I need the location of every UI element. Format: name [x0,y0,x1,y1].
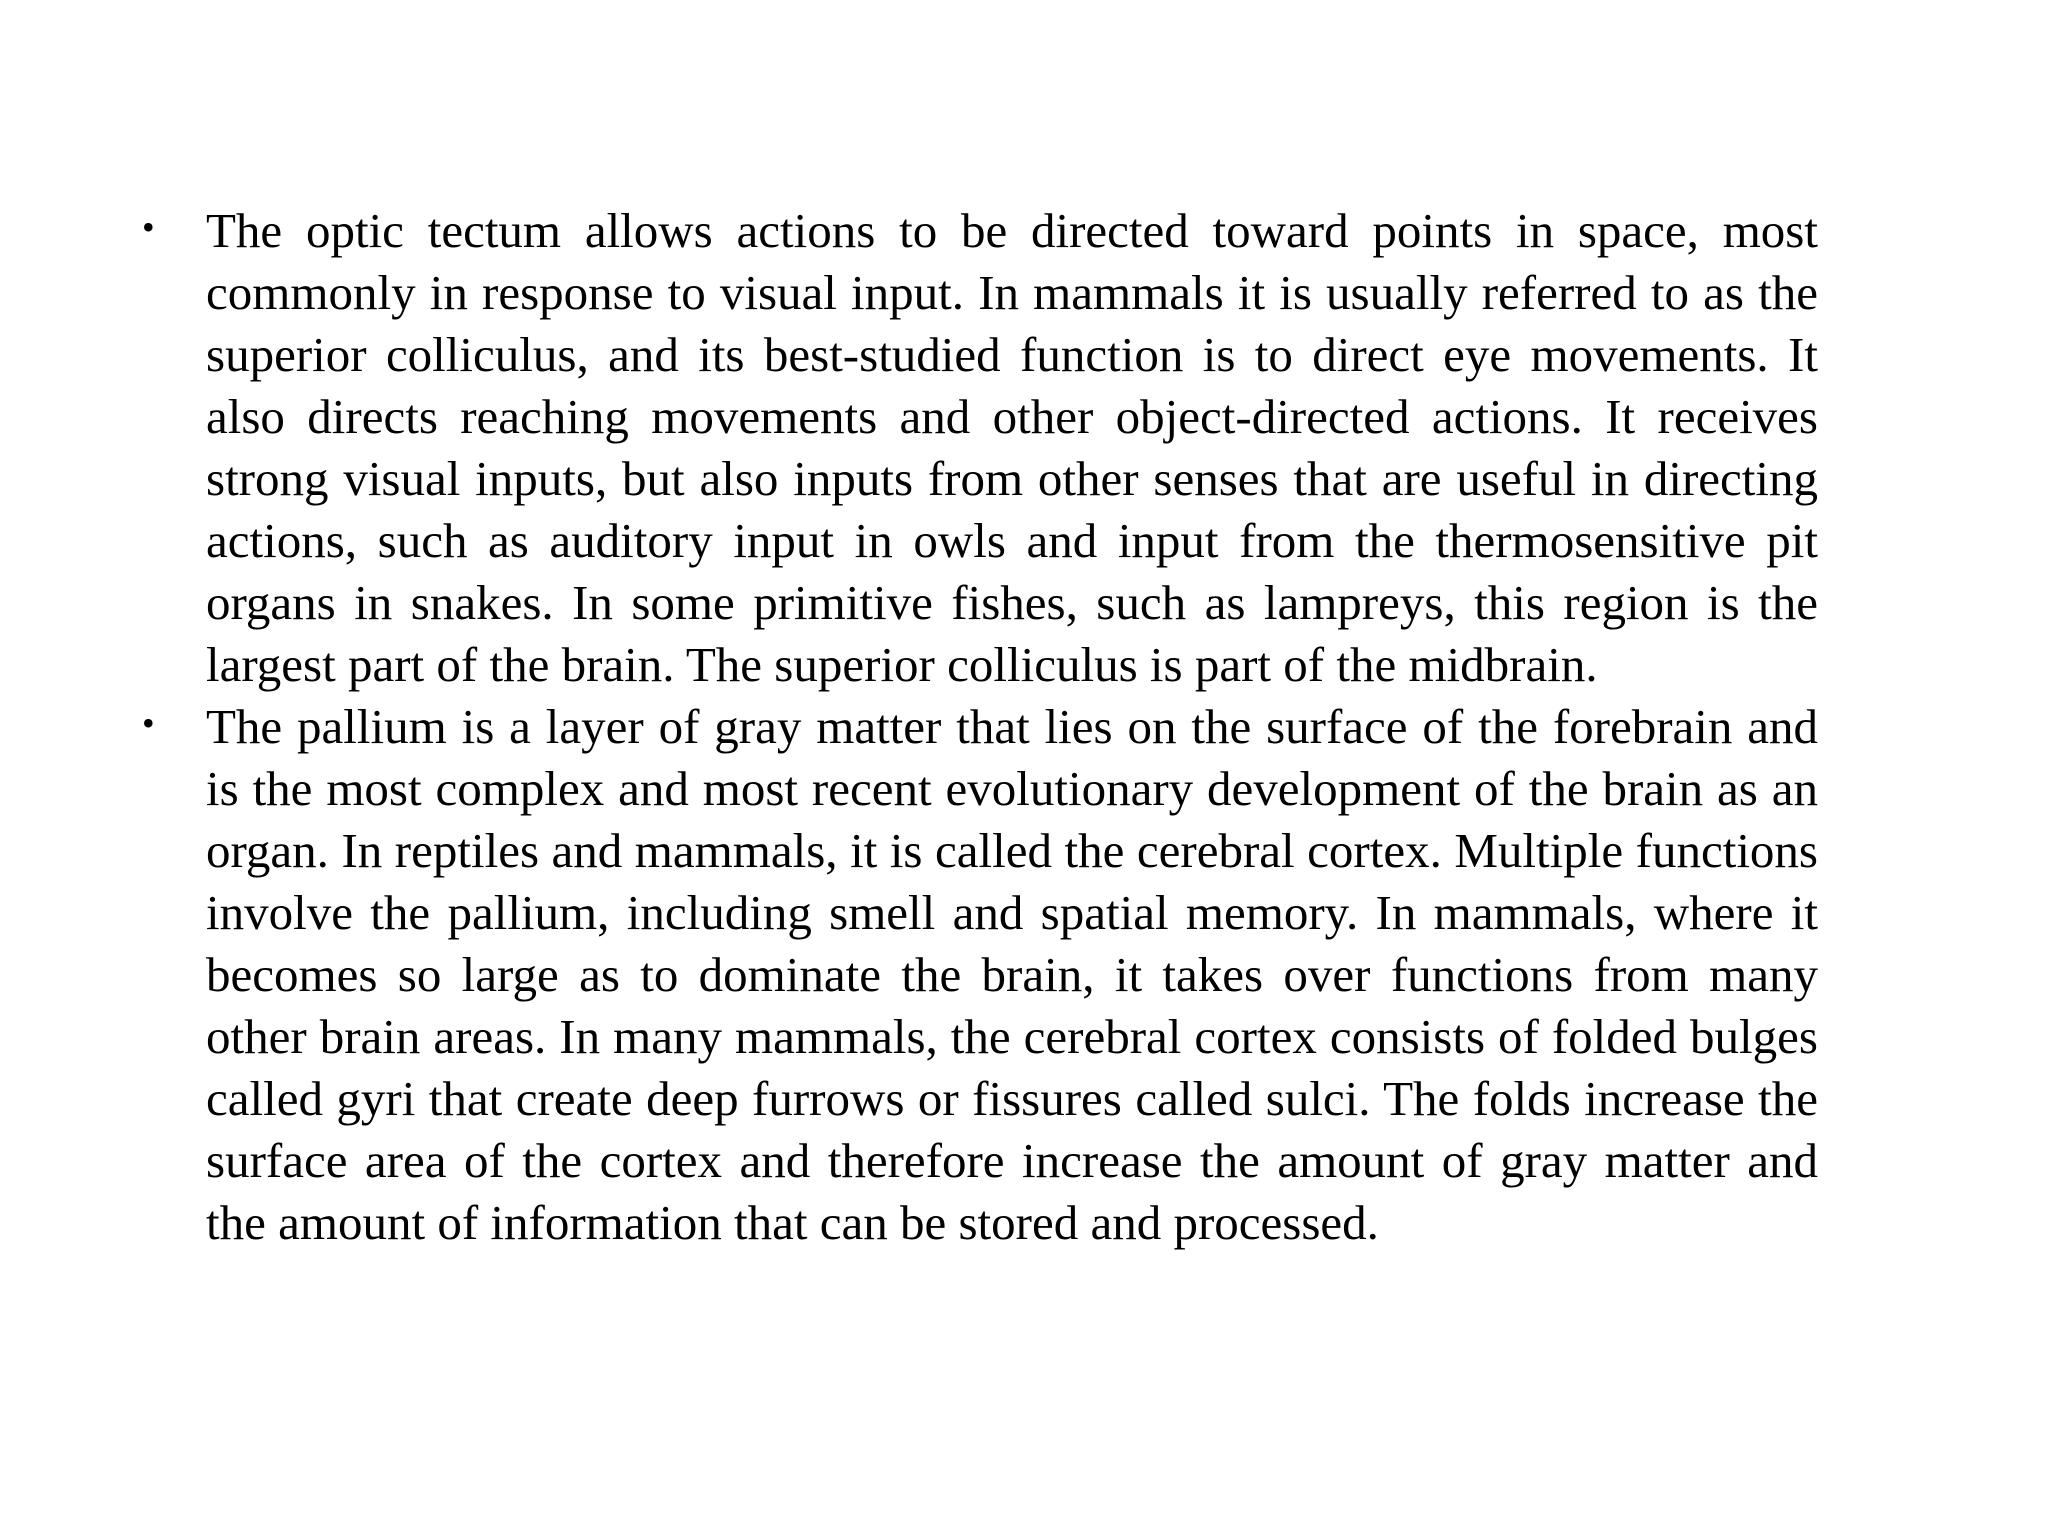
slide-body [142,200,1818,1254]
bullet-item-optic-tectum [142,200,1818,696]
bullet-icon: • [142,207,155,247]
bullet-icon: • [142,703,155,743]
bullet-item-pallium [142,696,1818,1254]
bullet-text-optic-tectum: The optic tectum allows actions to be directed toward points in space, most commonly in response to visual input. In mammals it is usually referred to as the superior colliculus, and its best-studied function is to direct eye movements. It also directs reaching movements and other object-directed actions. It receives strong visual inputs, but also inputs from other senses that are useful in directing actions, such as auditory input in owls and input from the thermosensitive pit organs in snakes. In some primitive fishes, such as lampreys, this region is the largest part of the brain. The superior colliculus is part of the midbrain. [206,203,1818,692]
bullet-text-pallium: The pallium is a layer of gray matter that lies on the surface of the forebrain and is the most complex and most recent evolutionary development of the brain as an organ. In reptiles and mammals, it is called the cerebral cortex. Multiple functions involve the pallium, including smell and spatial memory. In mammals, where it becomes so large as to dominate the brain, it takes over functions from many other brain areas. In many mammals, the cerebral cortex consists of folded bulges called gyri that create deep furrows or fissures called sulci. The folds increase the surface area of the cortex and therefore increase the amount of gray matter and the amount of information that can be stored and processed. [206,699,1818,1250]
